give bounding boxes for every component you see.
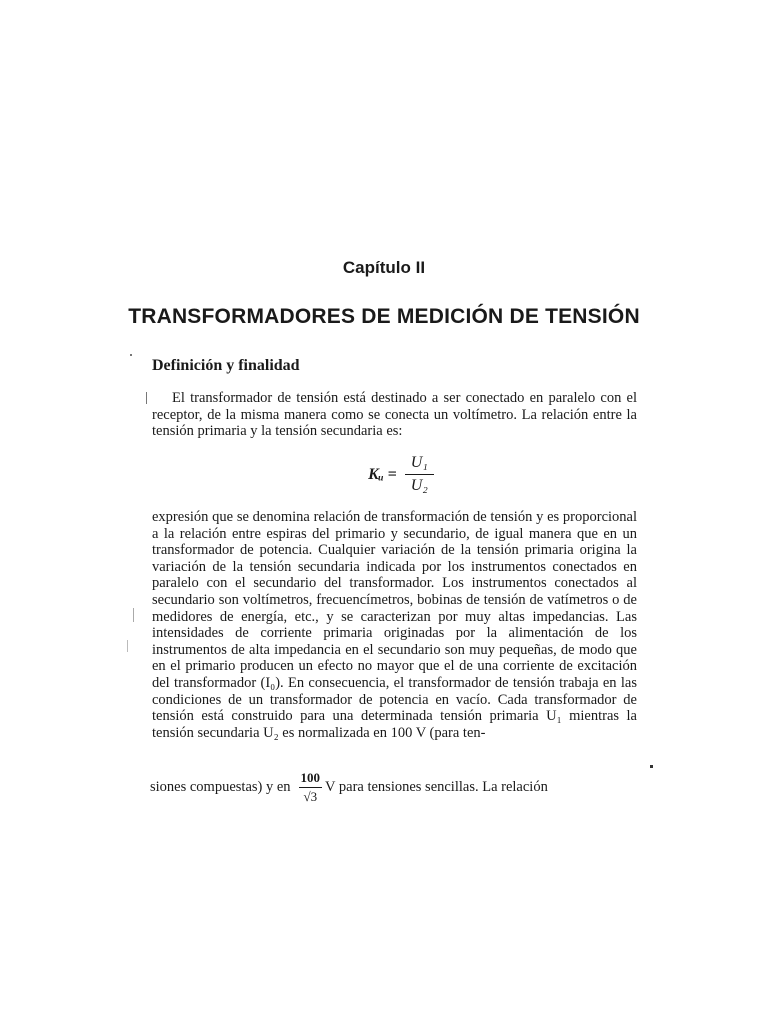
formula-ku — [0, 454, 768, 495]
section-heading: Definición y finalidad — [152, 357, 300, 374]
paragraph-body: expresión que se denomina relación de transformación de tensión y es proporcional a la relación entre espiras del primario y secundario, de igual manera que en un transformador de potencia. Cualquier variación de la tensión primaria origina la variación de la tensión secundaria indicada por los instrumentos conectados en paralelo con el secundario del transformador. Los instrumentos conectados al secundario son voltímetros, frecuencímetros, bobinas de tensión de vatímetros o de medidores de energía, etc., y se caracterizan por muy altas impedancias. Las intensidades de corriente primaria originadas por la alimentación de los instrumentos de alta impedancia en el secundario son muy pequeñas, de modo que en el primario producen un efecto no mayor que el de una corriente de excitación del transformador (I₀). En consecuencia, el transformador de tensión trabaja en las condiciones de un transformador de potencia en vacío. Cada transformador de tensión está construido para una determinada tensión primaria U₁ mientras la tensión secundaria U₂ es normalizada en 100 V (para ten- — [152, 509, 637, 741]
sqrt-fraction — [299, 770, 323, 805]
sqrt-fraction-denominator: √3 — [303, 789, 318, 804]
paragraph-intro: El transformador de tensión está destinado a ser conectado en paralelo con el receptor, de la misma manera como se conecta un voltímetro. La relación entre la tensión primaria y la tensión secundaria es: — [152, 390, 637, 440]
scan-speck — [146, 392, 147, 404]
chapter-label: Capítulo II — [342, 258, 426, 277]
formula-numerator: U₁ — [405, 454, 434, 475]
formula-denominator: U₂ — [410, 477, 428, 494]
scan-speck — [650, 765, 653, 768]
formula-lhs: Kᵤ = — [368, 465, 397, 483]
sqrt-fraction-numerator: 100 — [299, 770, 323, 788]
scan-speck — [130, 354, 132, 356]
formula-fraction — [405, 454, 434, 495]
chapter-title: TRANSFORMADORES DE MEDICIÓN DE TENSIÓN — [128, 305, 640, 328]
paragraph-last-line — [150, 770, 638, 805]
scan-speck — [133, 608, 134, 622]
last-line-after: V para tensiones sencillas. La relación — [325, 779, 548, 795]
last-line-before: siones compuestas) y en — [150, 779, 291, 795]
scan-speck — [127, 640, 128, 652]
